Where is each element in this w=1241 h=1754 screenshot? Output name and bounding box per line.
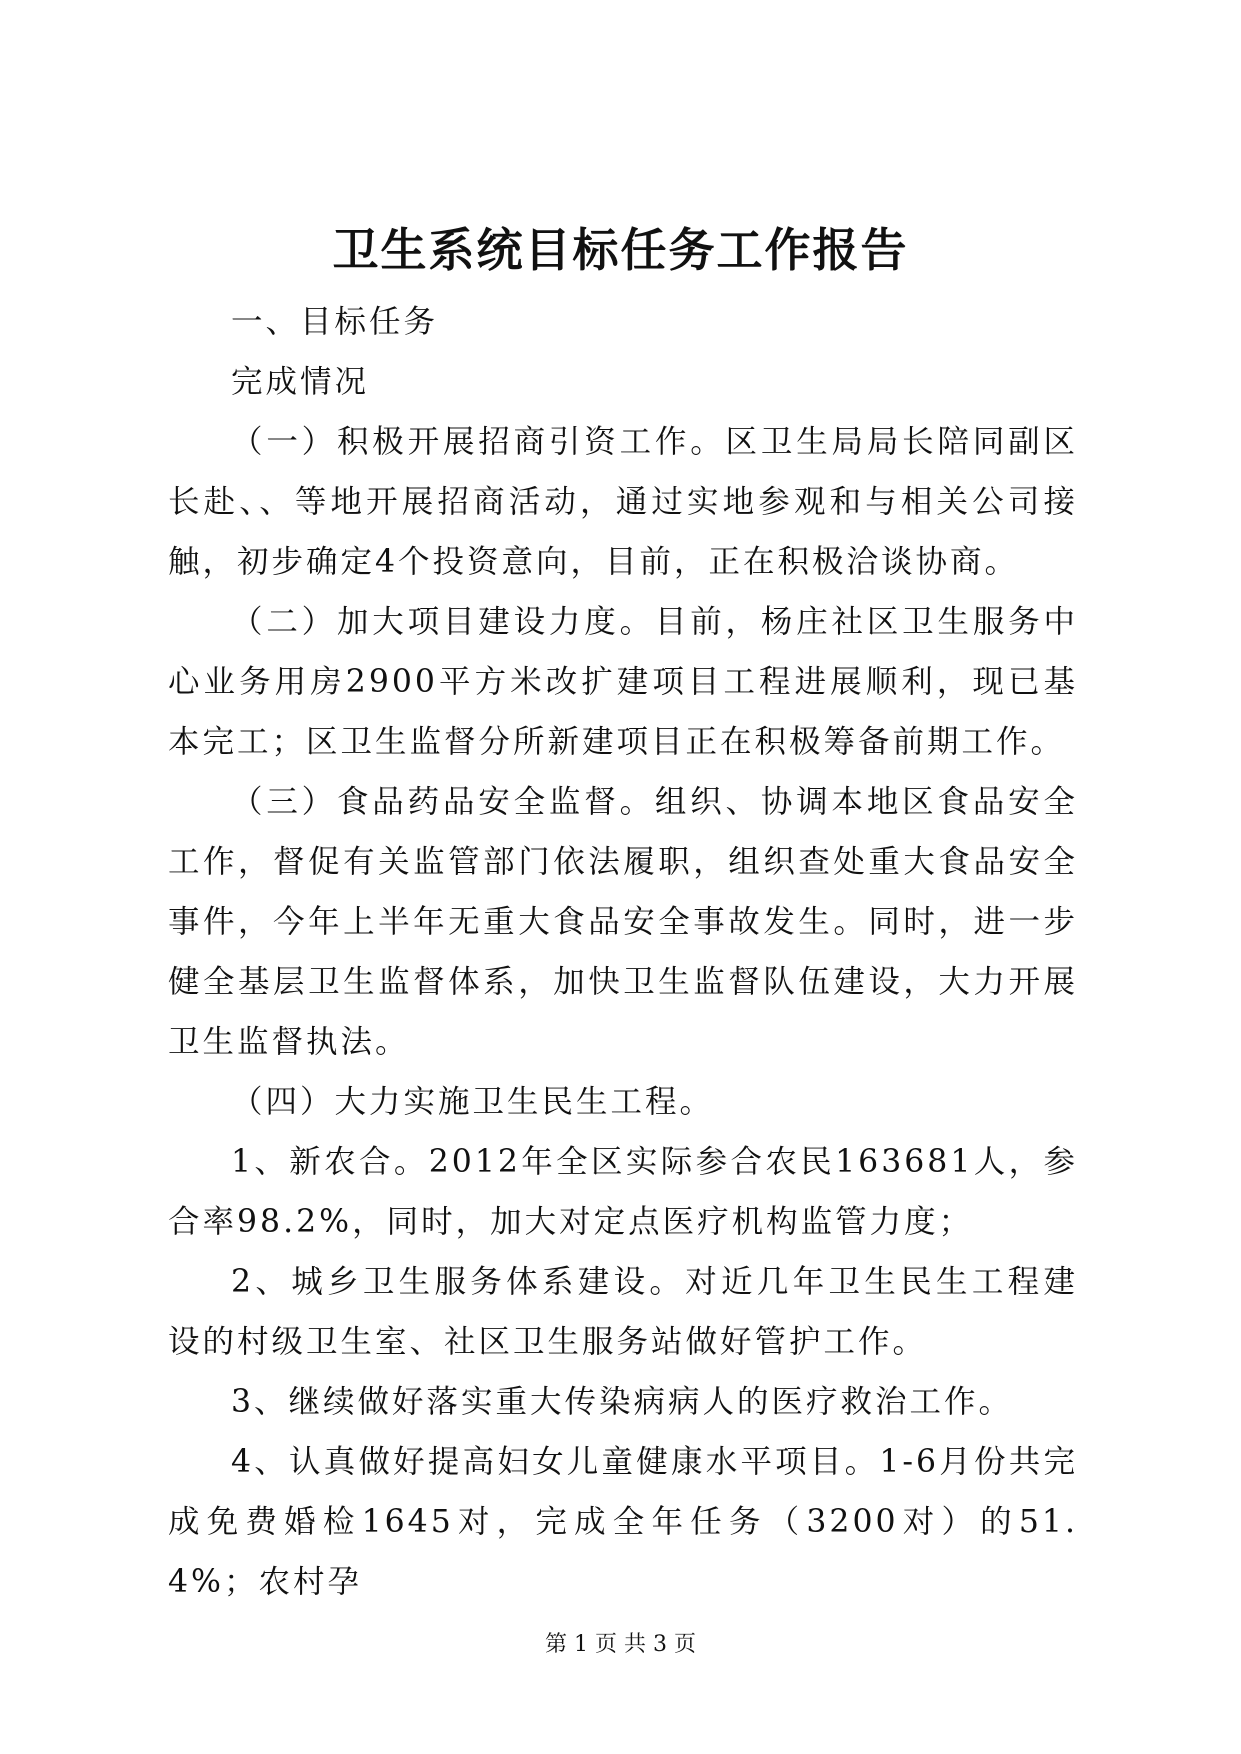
document-body	[168, 292, 1078, 1612]
list-item: 1、新农合。2012年全区实际参合农民163681人，参合率98.2%，同时，加大对定点医疗机构监管力度；	[168, 1144, 1078, 1240]
page-number-footer: 第 1 页 共 3 页	[545, 1632, 696, 1657]
paragraph-investment: （一）积极开展招商引资工作。区卫生局局长陪同副区长赴、、等地开展招商活动，通过实地参观和与相关公司接触，初步确定4个投资意向，目前，正在积极洽谈协商。	[168, 424, 1078, 580]
list-item: 3、继续做好落实重大传染病病人的医疗救治工作。	[231, 1384, 1014, 1420]
list-item: 4、认真做好提高妇女儿童健康水平项目。1-6月份共完成免费婚检1645对，完成全年任务（3200对）的51.4%；农村孕	[168, 1444, 1078, 1600]
paragraph-livelihood-heading: （四）大力实施卫生民生工程。	[231, 1084, 715, 1120]
list-item: 2、城乡卫生服务体系建设。对近几年卫生民生工程建设的村级卫生室、社区卫生服务站做好管护工作。	[168, 1264, 1078, 1360]
section-heading: 一、目标任务	[231, 304, 439, 340]
section-subheading: 完成情况	[231, 364, 370, 400]
paragraph-food-safety: （三）食品药品安全监督。组织、协调本地区食品安全工作，督促有关监管部门依法履职，组织查处重大食品安全事件，今年上半年无重大食品安全事故发生。同时，进一步健全基层卫生监督体系，加快卫生监督队伍建设，大力开展卫生监督执法。	[168, 784, 1078, 1060]
document-title: 卫生系统目标任务工作报告	[332, 223, 909, 277]
paragraph-projects: （二）加大项目建设力度。目前，杨庄社区卫生服务中心业务用房2900平方米改扩建项目工程进展顺利，现已基本完工；区卫生监督分所新建项目正在积极筹备前期工作。	[168, 604, 1078, 760]
